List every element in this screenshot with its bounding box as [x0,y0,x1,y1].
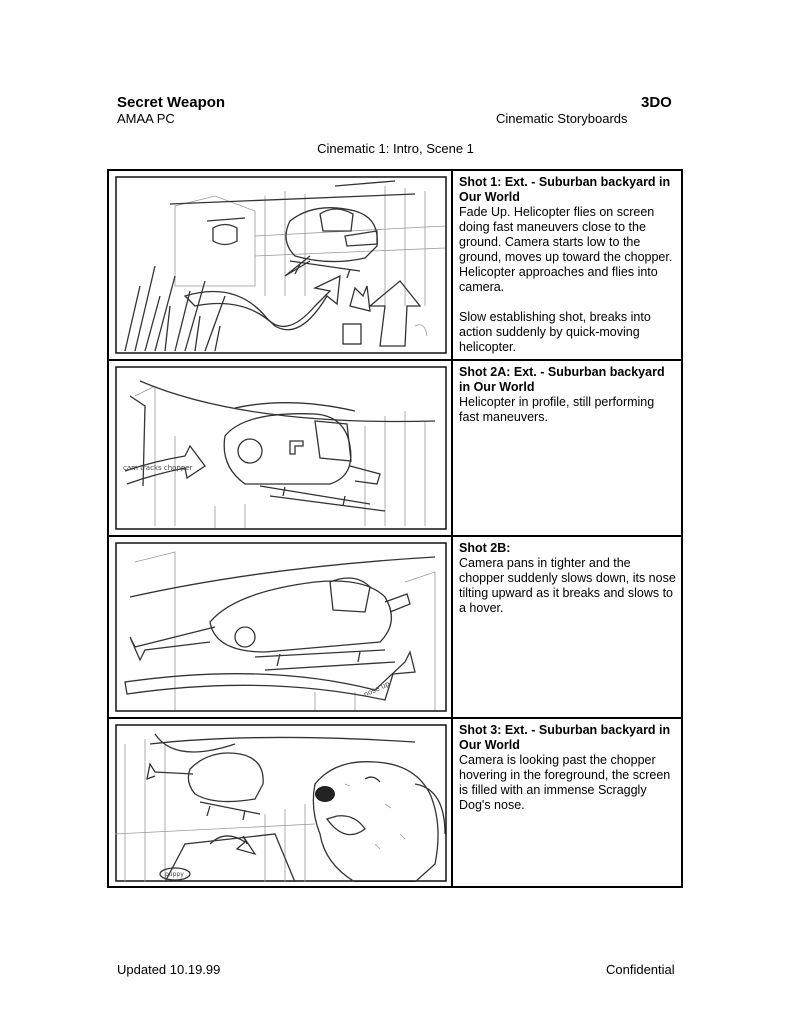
shot-2a-text-cell [459,365,677,425]
shot-row-2a [109,361,681,537]
shot-2a-image-cell [109,361,453,535]
shot-row-2b [109,537,681,719]
shot-1-image-cell [109,171,453,359]
shot-2b-text-cell [459,541,677,616]
storyboard-table [107,169,683,888]
footer-updated-date: Updated 10.19.99 [117,962,221,977]
shot-2b-description: Camera pans in tighter and the chopper suddenly slows down, its nose tilting upward as it breaks and slows to a hover. [459,556,676,615]
shot-1-heading: Shot 1: Ext. - Suburban backyard in Our World [459,175,671,204]
shot-row-1 [109,171,681,361]
shot-3-heading: Shot 3: Ext. - Suburban backyard in Our World [459,723,671,752]
document-type: Cinematic Storyboards [496,111,628,126]
shot-3-image-cell [109,719,453,886]
shot-3-sketch-note: puppy [165,871,184,878]
shot-2b-heading: Shot 2B: [459,541,511,555]
shot-3-sketch [115,724,447,882]
shot-1-text-cell [459,175,677,355]
shot-3-description: Camera is looking past the chopper hovering in the foreground, the screen is filled with an immense Scraggly Dog's nose. [459,753,671,812]
shot-row-3 [109,719,681,886]
scene-title: Cinematic 1: Intro, Scene 1 [317,141,474,156]
shot-2a-heading: Shot 2A: Ext. - Suburban backyard in Our World [459,365,665,394]
shot-2a-sketch-note: cam tracks chopper [123,464,193,472]
shot-1-sketch [115,176,447,354]
shot-1-description: Fade Up. Helicopter flies on screen doing fast maneuvers close to the ground. Camera starts low to the ground, moves up toward the chopper. Helicopter approaches and flies into camera. [459,205,673,294]
shot-3-text-cell [459,723,677,813]
client-name: 3DO [641,94,672,111]
shot-2a-description: Helicopter in profile, still performing fast maneuvers. [459,395,655,424]
platform-label: AMAA PC [117,111,175,126]
shot-1-note: Slow establishing shot, breaks into action suddenly by quick-moving helicopter. [459,310,651,354]
shot-2b-sketch-note: nose up [362,679,392,699]
shot-2b-sketch [115,542,447,712]
shot-2b-image-cell [109,537,453,717]
footer-confidential: Confidential [606,962,675,977]
document-title: Secret Weapon [117,94,226,111]
shot-2a-sketch [115,366,447,530]
